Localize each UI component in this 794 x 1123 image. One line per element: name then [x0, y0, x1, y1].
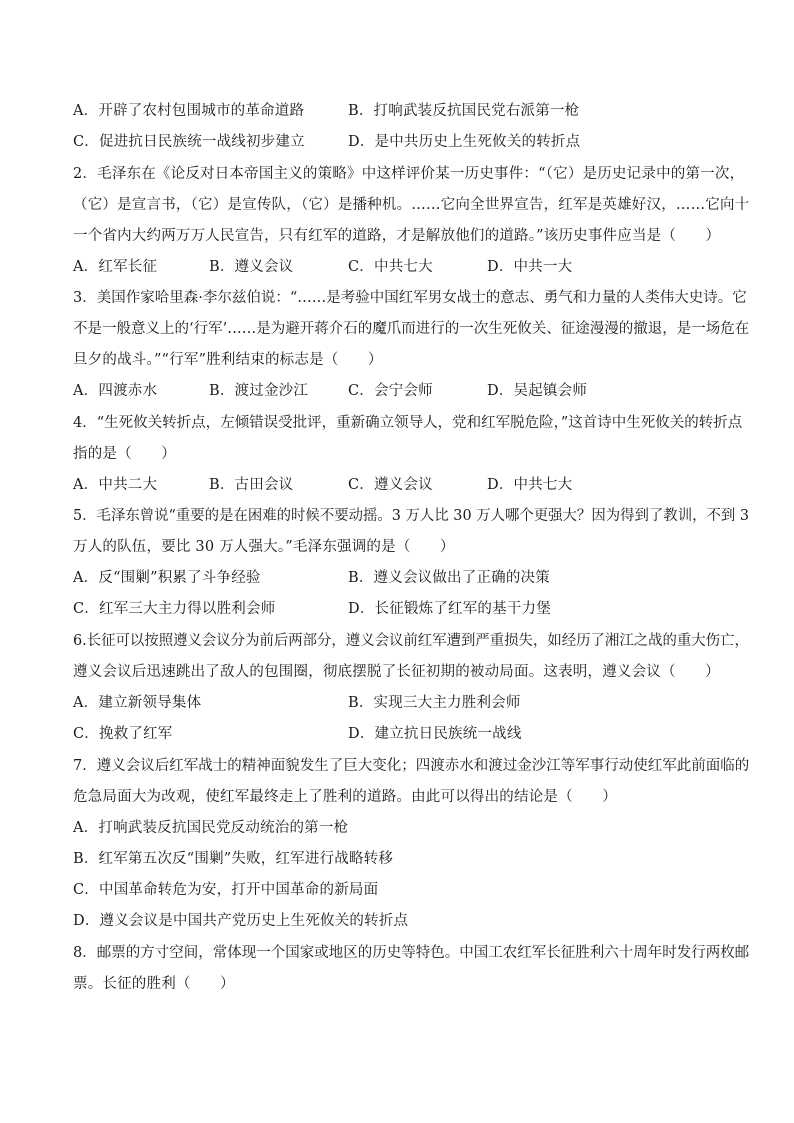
q7-option-d[interactable]: D．遵义会议是中国共产党历史上生死攸关的转折点	[73, 913, 409, 929]
q3-stem-line-2: 不是一般意义上的‘行军’……是为避开蒋介石的魔爪而进行的一次生死攸关、征途漫漫的撤退，是一场危在	[73, 321, 750, 337]
q8-stem-line-2: 票。长征的胜利（ ）	[73, 976, 235, 992]
q5-option-b[interactable]: B．遵义会议做出了正确的决策	[348, 570, 550, 586]
q7-option-b[interactable]: B．红军第五次反“围剿”失败，红军进行战略转移	[73, 851, 394, 867]
q1-option-d[interactable]: D．是中共历史上生死攸关的转折点	[348, 134, 581, 150]
q7-option-c[interactable]: C．中国革命转危为安，打开中国革命的新局面	[73, 882, 379, 898]
q3-option-d[interactable]: D．吴起镇会师	[487, 383, 588, 399]
q4-stem-line-1: 4．“生死攸关转折点，左倾错误受批评，重新确立领导人，党和红军脱危险，”这首诗中生死攸关的转折点	[73, 415, 743, 431]
q6-stem-line-1: 6.长征可以按照遵义会议分为前后两部分，遵义会议前红军遭到严重损失，如经历了湘江之战的重大伤亡，	[73, 633, 749, 649]
q2-option-a[interactable]: A．红军长征	[73, 259, 158, 275]
q2-option-b[interactable]: B．遵义会议	[209, 259, 294, 275]
q2-stem-line-3: 一个省内大约两万万人民宣告，只有红军的道路，才是解放他们的道路。”该历史事件应当是（ ）	[73, 228, 721, 244]
q6-stem-line-2: 遵义会议后迅速跳出了敌人的包围圈，彻底摆脱了长征初期的被动局面。这表明，遵义会议（ ）	[73, 664, 720, 680]
q1-option-a[interactable]: A．开辟了农村包围城市的革命道路	[73, 103, 305, 119]
q2-stem-line-2: （它）是宣言书，（它）是宣传队，（它）是播种机。……它向全世界宣告，红军是英雄好汉，……它向十	[73, 197, 750, 213]
q3-option-b[interactable]: B．渡过金沙江	[209, 383, 309, 399]
q7-option-a[interactable]: A．打响武装反抗国民党反动统治的第一枪	[73, 820, 349, 836]
q2-option-c[interactable]: C．中共七大	[348, 259, 433, 275]
q7-stem-line-2: 危急局面大为改观，使红军最终走上了胜利的道路。由此可以得出的结论是（ ）	[73, 789, 617, 805]
q5-stem-line-2: 万人的队伍，要比 30 万人强大。”毛泽东强调的是（ ）	[73, 539, 455, 555]
q4-option-b[interactable]: B．古田会议	[209, 477, 294, 493]
q4-option-a[interactable]: A．中共二大	[73, 477, 158, 493]
q4-option-c[interactable]: C．遵义会议	[348, 477, 433, 493]
q5-option-d[interactable]: D．长征锻炼了红军的基干力堡	[348, 601, 551, 617]
q6-option-c[interactable]: C．挽救了红军	[73, 726, 173, 742]
q8-stem-line-1: 8．邮票的方寸空间，常体现一个国家或地区的历史等特色。中国工农红军长征胜利六十周年时发行两枚邮	[73, 945, 750, 961]
q3-stem-line-3: 旦夕的战斗。”“行军”胜利结束的标志是（ ）	[73, 352, 383, 368]
q3-option-c[interactable]: C．会宁会师	[348, 383, 433, 399]
q2-option-d[interactable]: D．中共一大	[487, 259, 573, 275]
q5-option-c[interactable]: C．红军三大主力得以胜利会师	[73, 601, 276, 617]
q5-option-a[interactable]: A．反“围剿”积累了斗争经验	[73, 570, 261, 586]
q7-stem-line-1: 7．遵义会议后红军战士的精神面貌发生了巨大变化；四渡赤水和渡过金沙江等军事行动使红军此前面临的	[73, 758, 750, 774]
q1-option-c[interactable]: C．促进抗日民族统一战线初步建立	[73, 134, 305, 150]
q4-option-d[interactable]: D．中共七大	[487, 477, 573, 493]
q6-option-d[interactable]: D．建立抗日民族统一战线	[348, 726, 522, 742]
q4-stem-line-2: 指的是（ ）	[73, 446, 176, 462]
q6-option-b[interactable]: B．实现三大主力胜利会师	[348, 695, 521, 711]
q1-option-b[interactable]: B．打响武装反抗国民党右派第一枪	[348, 103, 580, 119]
q3-option-a[interactable]: A．四渡赤水	[73, 383, 158, 399]
q5-stem-line-1: 5．毛泽东曾说“重要的是在困难的时候不要动摇。3 万人比 30 万人哪个更强大？因为得到了教训，不到 3	[73, 508, 750, 524]
q2-stem-line-1: 2．毛泽东在《论反对日本帝国主义的策略》中这样评价某一历史事件：“（它）是历史记录中的第一次，	[73, 166, 745, 182]
q3-stem-line-1: 3．美国作家哈里森·李尔兹伯说：“……是考验中国红军男女战士的意志、勇气和力量的人类伟大史诗。它	[73, 290, 747, 306]
q6-option-a[interactable]: A．建立新领导集体	[73, 695, 202, 711]
